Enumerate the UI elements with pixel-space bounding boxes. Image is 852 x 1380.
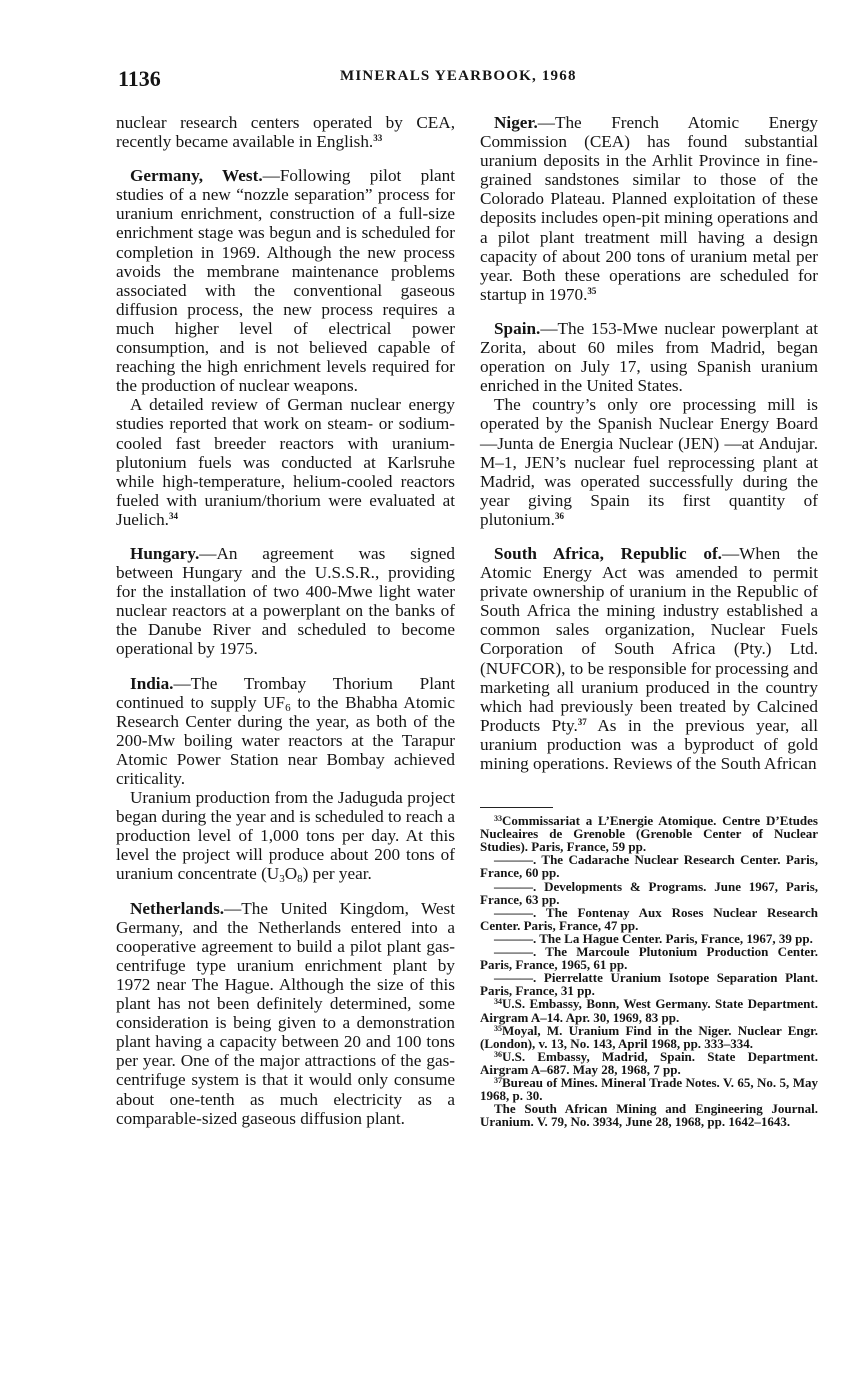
footnote-text: ———. The Marcoule Plutonium Production Center. Paris, France, 1965, 61 pp.	[480, 944, 818, 973]
subscript: 8	[297, 873, 303, 886]
footnote-text: Bureau of Mines. Mineral Trade Notes. V. 65, No. 5, May 1968, p. 30.	[480, 1074, 818, 1104]
intro-text: nuclear research centers operated by CEA, recently became available in English.	[116, 113, 455, 152]
footnote	[480, 814, 818, 853]
subscript: 3	[279, 873, 285, 886]
india-text-2b: ) per year.	[302, 864, 372, 884]
section-heading-netherlands: Netherlands.	[130, 898, 225, 918]
right-column	[480, 113, 818, 1128]
spain-paragraph	[480, 319, 818, 395]
india-paragraph-2	[116, 788, 455, 886]
germany-text-2: A detailed review of German nuclear energy studies reported that work on steam- or sodium-cooled fast breeder reactors with uranium-plutonium fuels was conducted at Karlsruhe while high-temperature, helium-cooled reactors fueled with uranium/thorium were evaluated at Juelich.	[116, 395, 455, 529]
india-text-a: —The Trombay Thorium Plant continued to supply UF	[116, 673, 455, 712]
footnote-number: 36	[494, 1049, 502, 1059]
footnote-text: U.S. Embassy, Madrid, Spain. State Department. Airgram A–687. May 28, 1968, 7 pp.	[480, 1048, 818, 1077]
south-africa-paragraph	[480, 544, 818, 773]
footnote-number: 34	[494, 997, 502, 1007]
footnote	[480, 1050, 818, 1076]
niger-text: —The French Atomic Energy Commission (CEA) has found substantial uranium deposits in the Arhlit Province in fine-grained sandstones similar to those of the Colorado Plateau. Planned exploitation of these deposits includes open-pit mining operations and a pilot plant treatment mill having a design capacity of about 200 tons of uranium metal per year. Both these operations are scheduled for startup in 1970.	[480, 113, 818, 304]
footnote-divider	[480, 807, 553, 808]
section-heading-niger: Niger.	[494, 113, 538, 132]
india-text-2mid: O	[284, 864, 298, 884]
india-text-b: to the Bhabha Atomic Research Center during the year, as both of the 200-Mw boiling water reactors at the Tarapur Atomic Power Station near Bombay achieved criticality.	[116, 692, 455, 788]
footnote	[480, 971, 818, 997]
footnote	[480, 945, 818, 971]
footnote-text: The South African Mining and Engineering Journal. Uranium. V. 79, No. 3934, June 28, 1968, pp. 1642–1643.	[480, 1101, 818, 1130]
footnote	[480, 997, 818, 1023]
footnote-text: U.S. Embassy, Bonn, West Germany. State Department. Airgram A–14. Apr. 30, 1969, 83 pp.	[480, 996, 818, 1025]
footnote-text: ———. The La Hague Center. Paris, France, 1967, 39 pp.	[494, 930, 813, 946]
spain-text-2: The country’s only ore processing mill is operated by the Spanish Nuclear Energy Board—Junta de Energia Nuclear (JEN) —at Andujar. M–1, JEN’s nuclear fuel reprocessing plant at Madrid, was operated successfully during the year giving Spain its first quantity of plutonium.	[480, 395, 818, 529]
footnote-ref: 34	[168, 510, 178, 521]
footnote-text: ———. Pierrelatte Uranium Isotope Separation Plant. Paris, France, 31 pp.	[480, 970, 818, 999]
germany-text: —Following pilot plant studies of a new “nozzle separation” process for uranium enrichment, construction of a full-size enrichment stage was begun and is scheduled for completion in 1969. Although the new process avoids the membrane maintenance problems associated with the conventional gaseous diffusion process, the new process requires a much higher level of electrical power consumption, and is not believed capable of reaching the high enrichment levels required for the production of nuclear weapons.	[116, 166, 455, 396]
footnote-number: 37	[494, 1075, 502, 1085]
footnote	[480, 906, 818, 932]
intro-paragraph	[116, 113, 455, 151]
footnotes	[480, 814, 818, 1128]
footnote-ref: 37	[577, 716, 587, 727]
page-number: 1136	[118, 66, 161, 91]
germany-paragraph	[116, 166, 455, 395]
footnote	[480, 1076, 818, 1102]
footnote-text: Commissariat a L’Energie Atomique. Centre D’Etudes Nucleaires de Grenoble (Grenoble Center of Nuclear Studies). Paris, France, 59 pp.	[480, 813, 818, 855]
india-paragraph	[116, 674, 455, 789]
footnote-text: Moyal, M. Uranium Find in the Niger. Nuclear Engr. (London), v. 13, No. 143, April 1968, pp. 333–334.	[480, 1022, 818, 1051]
netherlands-paragraph	[116, 899, 455, 1128]
germany-paragraph-2	[116, 395, 455, 529]
south-africa-text-a: —When the Atomic Energy Act was amended to permit private ownership of uranium in the Republic of South Africa the mining industry established a common sales organization, Nuclear Fuels Corporation of South Africa (Pty.) Ltd. (NUFCOR), to be responsible for processing and marketing all uranium produced in the country which had previously been treated by Calcined Products Pty.	[480, 543, 818, 735]
section-heading-india: India.	[130, 673, 174, 693]
netherlands-text: —The United Kingdom, West Germany, and the Netherlands entered into a cooperative agreement to build a pilot plant gas-centrifuge type uranium enrichment plant by 1972 near The Hague. Although the size of this plant has not been definitely determined, some consideration is being given to a demonstration plant having a capacity between 20 and 100 tons per year. One of the major attractions of the gas-centrifuge system is that it would only consume about one-tenth as much electricity as a comparable-sized gaseous diffusion plant.	[116, 898, 455, 1128]
section-heading-hungary: Hungary.	[130, 543, 200, 563]
spain-text: —The 153-Mwe nuclear powerplant at Zorita, about 60 miles from Madrid, began operation on July 17, using Spanish uranium enriched in the United States.	[480, 318, 818, 396]
spain-paragraph-2	[480, 395, 818, 529]
niger-paragraph	[480, 113, 818, 304]
footnote	[480, 880, 818, 906]
hungary-paragraph	[116, 544, 455, 659]
footnote	[480, 1024, 818, 1050]
footnote-ref: 35	[587, 285, 597, 296]
footnote-number: 35	[494, 1023, 502, 1033]
south-africa-text-b: As in the previous year, all uranium production was a byproduct of gold mining operations. Reviews of the South African	[480, 715, 819, 773]
footnote-ref: 33	[373, 133, 383, 144]
footnote-text: ———. The Cadarache Nuclear Research Center. Paris, France, 60 pp.	[480, 852, 818, 881]
footnote-text: ———. The Fontenay Aux Roses Nuclear Research Center. Paris, France, 47 pp.	[480, 904, 818, 933]
page-header	[118, 60, 818, 90]
subscript: 6	[285, 701, 291, 714]
footnote-text: ———. Developments & Programs. June 1967, Paris, France, 63 pp.	[480, 878, 818, 907]
running-title: MINERALS YEARBOOK, 1968	[340, 68, 577, 84]
section-heading-germany: Germany, West.	[130, 166, 263, 186]
footnote-number: 33	[494, 814, 502, 824]
india-text-2a: Uranium production from the Jaduguda project began during the year and is scheduled to reach a production level of 1,000 tons per day. At this level the project will produce about 200 tons of uranium concentrate (U	[116, 788, 455, 884]
footnote-ref: 36	[554, 510, 564, 521]
hungary-text: —An agreement was signed between Hungary and the U.S.S.R., providing for the installation of two 400-Mwe light water nuclear reactors at a powerplant on the banks of the Danube River and scheduled to become operational by 1975.	[116, 543, 455, 659]
section-heading-spain: Spain.	[494, 318, 541, 338]
section-heading-south-africa: South Africa, Republic of.	[494, 543, 722, 563]
footnote	[480, 1102, 818, 1128]
left-column	[116, 113, 455, 1128]
footnote	[480, 853, 818, 879]
